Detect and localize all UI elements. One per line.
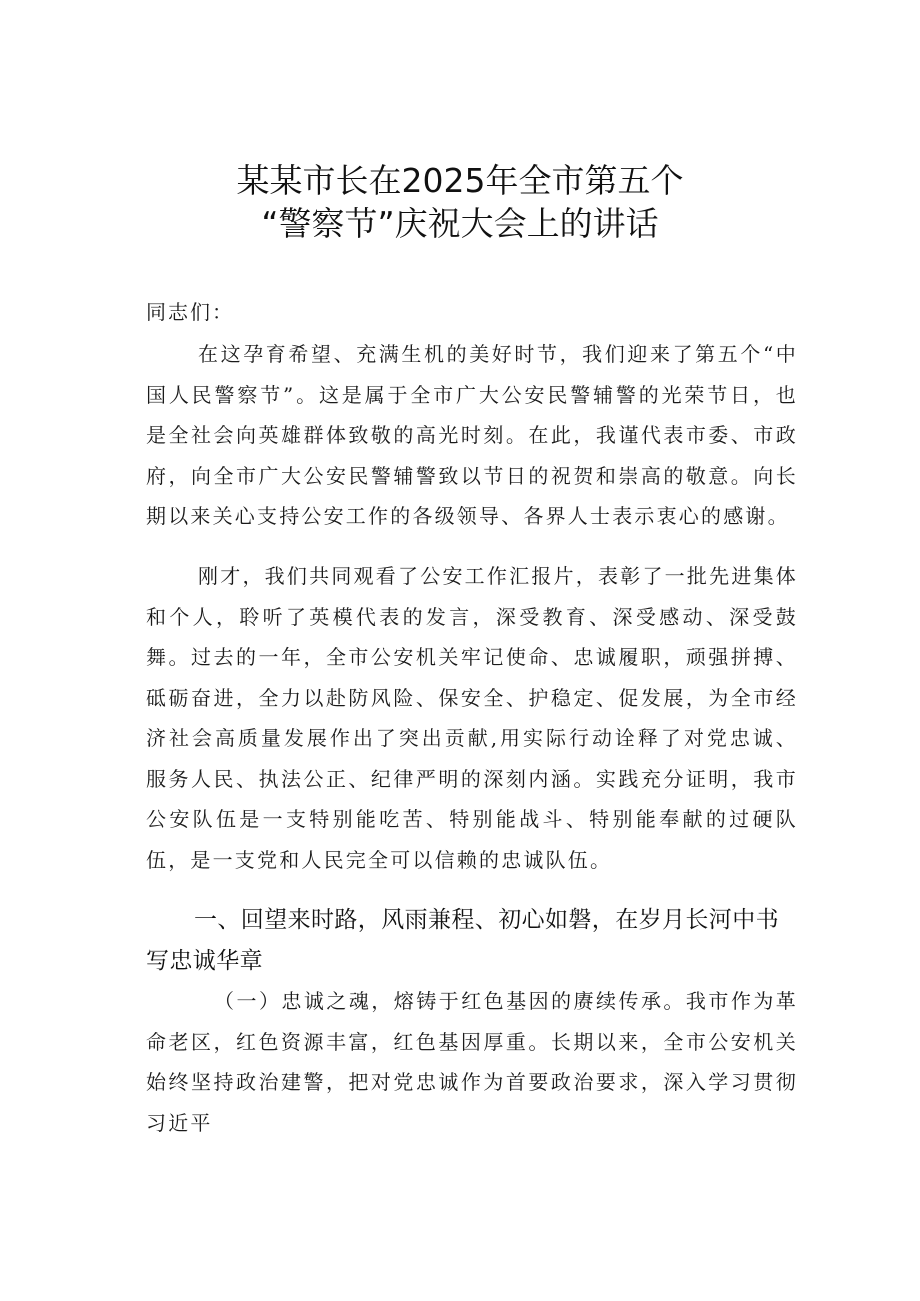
document-title-line-1: 某某市长在2025年全市第五个 xyxy=(236,161,684,200)
body-paragraph-1: 在这孕育希望、充满生机的美好时节，我们迎来了第五个“中国人民警察节”。这是属于全市广大公安民警辅警的光荣节日，也是全社会向英雄群体致敬的高光时刻。在此，我谨代表市委、市政府，向全市广大公安民警辅警致以节日的祝贺和崇高的敬意。向长期以来关心支持公安工作的各级领导、各界人士表示衷心的感谢。 xyxy=(146,342,798,528)
section-paragraph-1: （一）忠诚之魂，熔铸于红色基因的赓续传承。我市作为革命老区，红色资源丰富，红色基因厚重。长期以来，全市公安机关始终坚持政治建警，把对党忠诚作为首要政治要求，深入学习贯彻习近平 xyxy=(146,989,798,1135)
body-paragraph-2: 刚才，我们共同观看了公安工作汇报片，表彰了一批先进集体和个人，聆听了英模代表的发言，深受教育、深受感动、深受鼓舞。过去的一年，全市公安机关牢记使命、忠诚履职，顽强拼搏、砥砺奋进，全力以赴防风险、保安全、护稳定、促发展，为全市经济社会高质量发展作出了突出贡献,用实际行动诠释了对党忠诚、服务人民、执法公正、纪律严明的深刻内涵。实践充分证明，我市公安队伍是一支特别能吃苦、特别能战斗、特别能奉献的过硬队伍，是一支党和人民完全可以信赖的忠诚队伍。 xyxy=(146,564,798,872)
section-heading: 一、回望来时路，风雨兼程、初心如磐，在岁月长河中书写忠诚华章 xyxy=(146,907,779,974)
document-title-line-2: “警察节”庆祝大会上的讲话 xyxy=(261,204,659,243)
salutation: 同志们： xyxy=(146,300,234,324)
